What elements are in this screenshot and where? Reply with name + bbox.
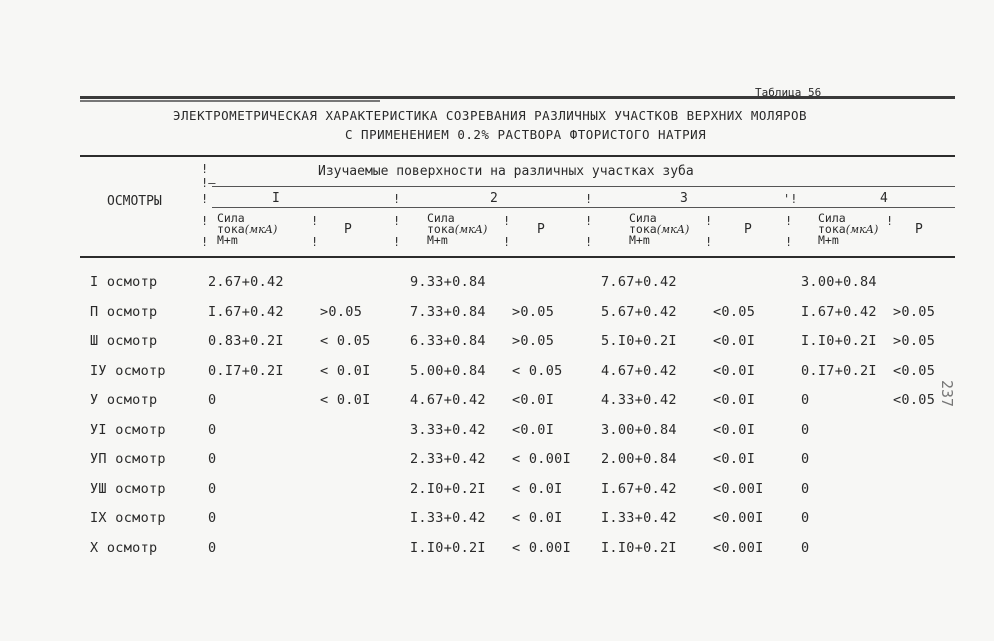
current-label: Сила	[217, 211, 245, 225]
current-value-cell: 9.33+0.84	[410, 274, 486, 290]
separator-mark: '!	[783, 192, 798, 206]
current-value-cell: I.I0+0.2I	[601, 539, 677, 556]
current-label: Сила	[427, 211, 455, 225]
header-bottom-rule	[80, 256, 955, 258]
current-value-cell: 3.00+0.84	[801, 274, 877, 290]
current-unit: (мкА)	[244, 223, 278, 236]
p-value-cell: < 0.0I	[320, 392, 371, 408]
current-label: Сила	[818, 211, 846, 225]
row-label: УШ осмотр	[90, 480, 166, 497]
current-value-cell: I.33+0.42	[410, 510, 486, 526]
p-value-cell: >0.05	[512, 303, 555, 320]
title-line-2: С ПРИМЕНЕНИЕМ 0.2% РАСТВОРА ФТОРИСТОГО НАТРИЯ	[345, 127, 707, 142]
row-label: УП осмотр	[90, 451, 166, 467]
current-value-cell: 7.33+0.84	[410, 303, 486, 320]
current-mean: M+m	[818, 233, 839, 247]
separator-mark: !	[785, 214, 793, 228]
p-value-cell: <0.0I	[713, 451, 756, 467]
p-value-cell: < 0.0I	[512, 510, 563, 526]
p-value-cell: < 0.0I	[512, 480, 563, 497]
current-value-cell: 2.33+0.42	[410, 451, 486, 467]
separator-mark: !	[503, 235, 511, 249]
row-label: П осмотр	[90, 303, 158, 320]
current-value-cell: I.67+0.42	[601, 480, 677, 497]
p-value-cell: < 0.00I	[512, 539, 571, 556]
row-label: УI осмотр	[90, 421, 166, 438]
current-value-cell: 7.67+0.42	[601, 274, 677, 290]
row-label: X осмотр	[90, 539, 158, 556]
current-value-cell: 0	[801, 451, 810, 467]
current-value-cell: 3.00+0.84	[601, 421, 677, 438]
current-unit: (мкА)	[845, 223, 879, 236]
p-value-cell: >0.05	[320, 303, 363, 320]
separator-mark: !	[503, 214, 511, 228]
group-header: Изучаемые поверхности на различных участках зуба	[318, 164, 694, 179]
separator-mark: !	[201, 235, 209, 249]
current-value-cell: 2.I0+0.2I	[410, 480, 486, 497]
separator-mark: !	[393, 235, 401, 249]
p-value-cell: <0.00I	[713, 539, 764, 556]
zone-2-header: 2	[490, 191, 498, 206]
row-label: I осмотр	[90, 274, 158, 290]
p-value-cell: <0.05	[893, 392, 936, 408]
current-value-cell: 0	[208, 510, 217, 526]
current-value-cell: 2.67+0.42	[208, 274, 284, 290]
current-value-cell: 0.83+0.2I	[208, 333, 284, 349]
current-value-cell: 0	[208, 392, 217, 408]
p-value-cell: >0.05	[893, 303, 936, 320]
current-label-tok: тока	[427, 222, 455, 236]
current-mean: M+m	[427, 233, 448, 247]
current-unit: (мкА)	[454, 223, 488, 236]
current-label: Сила	[629, 211, 657, 225]
p-value-cell: <0.0I	[713, 421, 756, 438]
current-value-cell: 0.I7+0.2I	[208, 362, 284, 379]
current-label-tok: тока	[217, 222, 245, 236]
separator-mark: !	[201, 192, 209, 206]
row-label: IX осмотр	[90, 510, 166, 526]
separator-mark: !	[393, 192, 401, 206]
current-value-cell: 5.00+0.84	[410, 362, 486, 379]
p-value-cell: <0.05	[893, 362, 936, 379]
p-value-cell: <0.00I	[713, 510, 764, 526]
current-value-cell: 0	[208, 539, 217, 556]
p-value-cell: < 0.05	[320, 333, 371, 349]
current-mean: M+m	[217, 233, 238, 247]
current-value-cell: 0	[801, 510, 810, 526]
separator-mark: !	[311, 214, 319, 228]
current-header-3	[629, 213, 689, 246]
p-header-2: P	[537, 222, 545, 237]
zone-header-rule	[212, 207, 955, 208]
current-value-cell: 5.67+0.42	[601, 303, 677, 320]
separator-mark: !	[585, 214, 593, 228]
p-value-cell: <0.0I	[512, 421, 555, 438]
separator-mark: !	[886, 214, 894, 228]
separator-mark: !	[585, 235, 593, 249]
current-unit: (мкА)	[656, 223, 690, 236]
title-line-1: ЭЛЕКТРОМЕТРИЧЕСКАЯ ХАРАКТЕРИСТИКА СОЗРЕВАНИЯ РАЗЛИЧНЫХ УЧАСТКОВ ВЕРХНИХ МОЛЯРОВ	[173, 108, 808, 123]
current-value-cell: 5.I0+0.2I	[601, 333, 677, 349]
current-value-cell: 0.I7+0.2I	[801, 362, 877, 379]
top-rule-shadow	[80, 100, 380, 102]
separator-mark: !	[201, 162, 209, 176]
current-header-1	[217, 213, 277, 246]
zone-4-header: 4	[880, 191, 888, 206]
p-value-cell: < 0.05	[512, 362, 563, 379]
page-number: 237	[938, 380, 956, 408]
p-value-cell: <0.0I	[512, 392, 555, 408]
current-value-cell: 4.67+0.42	[601, 362, 677, 379]
group-header-rule	[212, 186, 955, 187]
p-value-cell: <0.00I	[713, 480, 764, 497]
current-value-cell: I.33+0.42	[601, 510, 677, 526]
separator-mark: !	[785, 235, 793, 249]
separator-mark: !	[393, 214, 401, 228]
p-header-4: P	[915, 222, 923, 237]
current-value-cell: 4.33+0.42	[601, 392, 677, 408]
row-label: IУ осмотр	[90, 362, 166, 379]
current-value-cell: I.67+0.42	[801, 303, 877, 320]
current-value-cell: 0	[801, 421, 810, 438]
p-value-cell: <0.0I	[713, 362, 756, 379]
current-value-cell: I.I0+0.2I	[410, 539, 486, 556]
current-value-cell: 4.67+0.42	[410, 392, 486, 408]
p-value-cell: < 0.0I	[320, 362, 371, 379]
current-label-tok: тока	[629, 222, 657, 236]
p-value-cell: <0.05	[713, 303, 756, 320]
row-label: Ш осмотр	[90, 333, 158, 349]
p-header-3: P	[744, 222, 752, 237]
p-value-cell: <0.0I	[713, 392, 756, 408]
current-value-cell: 0	[801, 480, 810, 497]
zone-3-header: 3	[680, 191, 688, 206]
separator-mark: !	[311, 235, 319, 249]
separator-mark: !	[201, 214, 209, 228]
row-header-osmotry: ОСМОТРЫ	[107, 194, 162, 209]
zone-1-header: I	[272, 191, 280, 206]
current-value-cell: I.67+0.42	[208, 303, 284, 320]
header-top-rule	[80, 155, 955, 157]
current-value-cell: 0	[801, 539, 810, 556]
current-header-2	[427, 213, 487, 246]
p-value-cell: >0.05	[893, 333, 936, 349]
table-label: Таблица 56	[755, 86, 822, 99]
current-value-cell: 3.33+0.42	[410, 421, 486, 438]
separator-mark: !	[705, 214, 713, 228]
separator-mark: !–	[201, 176, 216, 190]
p-value-cell: >0.05	[512, 333, 555, 349]
current-value-cell: 0	[208, 421, 217, 438]
current-value-cell: 0	[208, 451, 217, 467]
current-value-cell: 6.33+0.84	[410, 333, 486, 349]
row-label: У осмотр	[90, 392, 158, 408]
current-value-cell: 0	[801, 392, 810, 408]
current-value-cell: 2.00+0.84	[601, 451, 677, 467]
current-mean: M+m	[629, 233, 650, 247]
current-label-tok: тока	[818, 222, 846, 236]
separator-mark: !	[705, 235, 713, 249]
p-value-cell: < 0.00I	[512, 451, 571, 467]
p-header-1: P	[344, 222, 352, 237]
separator-mark: !	[585, 192, 593, 206]
current-value-cell: 0	[208, 480, 217, 497]
current-header-4	[818, 213, 878, 246]
p-value-cell: <0.0I	[713, 333, 756, 349]
current-value-cell: I.I0+0.2I	[801, 333, 877, 349]
top-rule	[80, 96, 955, 99]
